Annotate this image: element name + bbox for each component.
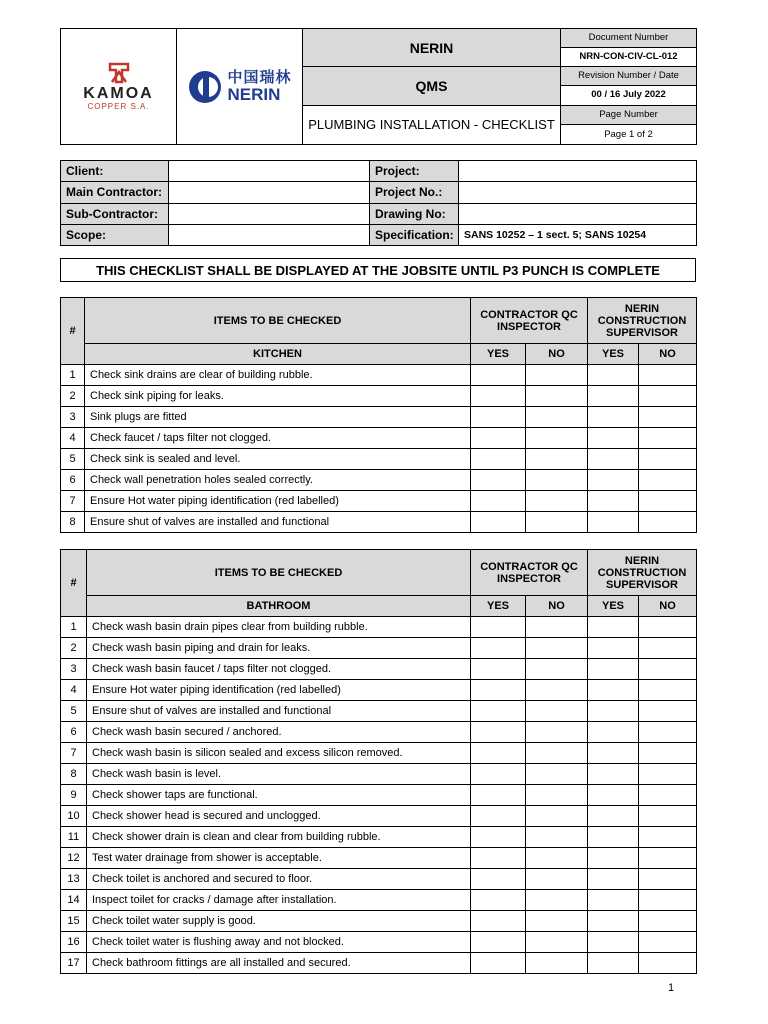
row-number: 9 — [61, 785, 87, 806]
contractor-yes-cell[interactable] — [471, 470, 526, 491]
client-field[interactable] — [169, 161, 370, 182]
checklist-item: Check wall penetration holes sealed correctly. — [85, 470, 471, 491]
main-contractor-label: Main Contractor: — [61, 182, 169, 203]
table-row — [61, 785, 697, 806]
contractor-yes-cell[interactable] — [471, 659, 526, 680]
project-label: Project: — [370, 161, 459, 182]
kamoa-name: KAMOA — [83, 84, 154, 102]
footer-page-number: 1 — [668, 982, 675, 994]
contractor-no-cell[interactable] — [526, 470, 588, 491]
row-number: 8 — [61, 512, 85, 533]
contractor-no-cell[interactable] — [526, 953, 588, 974]
contractor-yes-cell[interactable] — [471, 953, 526, 974]
nerin-no-cell[interactable] — [639, 848, 697, 869]
items-header: ITEMS TO BE CHECKED — [85, 298, 471, 344]
table-row — [61, 428, 697, 449]
nerin-yes-cell[interactable] — [588, 932, 639, 953]
nerin-no-header: NO — [639, 344, 697, 365]
contractor-no-cell[interactable] — [526, 890, 588, 911]
contractor-yes-cell[interactable] — [471, 449, 526, 470]
checklist-item: Check toilet water is flushing away and not blocked. — [87, 932, 471, 953]
contractor-no-cell[interactable] — [526, 365, 588, 386]
contractor-no-cell[interactable] — [526, 449, 588, 470]
contractor-header: CONTRACTOR QC INSPECTOR — [471, 550, 588, 596]
table-row — [61, 491, 697, 512]
contractor-no-cell[interactable] — [526, 743, 588, 764]
project-field[interactable] — [459, 161, 697, 182]
checklist-item: Inspect toilet for cracks / damage after installation. — [87, 890, 471, 911]
table-row — [61, 827, 697, 848]
sub-contractor-field[interactable] — [169, 203, 370, 224]
client-label: Client: — [61, 161, 169, 182]
drawing-no-field[interactable] — [459, 203, 697, 224]
project-no-label: Project No.: — [370, 182, 459, 203]
row-number: 3 — [61, 407, 85, 428]
table-row — [61, 869, 697, 890]
nerin-yes-cell[interactable] — [588, 764, 639, 785]
contractor-yes-header: YES — [471, 344, 526, 365]
bathroom-checklist-table — [60, 549, 697, 974]
page-number-label: Page Number — [561, 106, 696, 125]
checklist-item: Test water drainage from shower is acceptable. — [87, 848, 471, 869]
row-number: 6 — [61, 722, 87, 743]
checklist-item: Check sink is sealed and level. — [85, 449, 471, 470]
table-row — [61, 701, 697, 722]
checklist-item: Check sink drains are clear of building rubble. — [85, 365, 471, 386]
nerin-en-name: NERIN — [227, 85, 281, 104]
nerin-no-cell[interactable] — [639, 785, 697, 806]
nerin-no-cell[interactable] — [639, 743, 697, 764]
nerin-yes-cell[interactable] — [588, 428, 639, 449]
nerin-logo — [177, 29, 303, 145]
nerin-no-cell[interactable] — [639, 827, 697, 848]
contractor-no-cell[interactable] — [526, 386, 588, 407]
contractor-yes-cell[interactable] — [471, 386, 526, 407]
checklist-item: Check wash basin faucet / taps filter not clogged. — [87, 659, 471, 680]
table-row — [61, 911, 697, 932]
table-row — [61, 764, 697, 785]
nerin-header: NERIN CONSTRUCTION SUPERVISOR — [588, 298, 697, 344]
doc-number-cell — [561, 29, 697, 67]
checklist-item: Check wash basin is silicon sealed and excess silicon removed. — [87, 743, 471, 764]
nerin-yes-cell[interactable] — [588, 869, 639, 890]
checklist-item: Check wash basin piping and drain for leaks. — [87, 638, 471, 659]
contractor-yes-cell[interactable] — [471, 806, 526, 827]
contractor-no-cell[interactable] — [526, 659, 588, 680]
header-title-nerin: NERIN — [303, 29, 561, 67]
contractor-no-cell[interactable] — [526, 428, 588, 449]
nerin-no-header: NO — [639, 596, 697, 617]
nerin-no-cell[interactable] — [639, 407, 697, 428]
checklist-item: Check wash basin is level. — [87, 764, 471, 785]
row-number: 1 — [61, 365, 85, 386]
specification-label: Specification: — [370, 224, 459, 245]
nerin-no-cell[interactable] — [639, 428, 697, 449]
nerin-yes-cell[interactable] — [588, 386, 639, 407]
row-number: 8 — [61, 764, 87, 785]
nerin-yes-cell[interactable] — [588, 491, 639, 512]
nerin-no-cell[interactable] — [639, 911, 697, 932]
page-number-cell — [561, 105, 697, 144]
checklist-item: Check toilet is anchored and secured to floor. — [87, 869, 471, 890]
table-row — [61, 659, 697, 680]
row-number: 10 — [61, 806, 87, 827]
table-row — [61, 932, 697, 953]
contractor-yes-cell[interactable] — [471, 722, 526, 743]
main-contractor-field[interactable] — [169, 182, 370, 203]
row-number: 3 — [61, 659, 87, 680]
contractor-yes-cell[interactable] — [471, 764, 526, 785]
nerin-yes-cell[interactable] — [588, 701, 639, 722]
contractor-no-cell[interactable] — [526, 848, 588, 869]
table-row — [61, 806, 697, 827]
contractor-header: CONTRACTOR QC INSPECTOR — [471, 298, 588, 344]
checklist-item: Check shower head is secured and unclogged. — [87, 806, 471, 827]
table-row — [61, 449, 697, 470]
table-row — [61, 848, 697, 869]
row-number: 5 — [61, 449, 85, 470]
page-number-value: Page 1 of 2 — [604, 128, 653, 140]
contractor-no-cell[interactable] — [526, 407, 588, 428]
contractor-no-cell[interactable] — [526, 764, 588, 785]
kitchen-checklist-table — [60, 297, 697, 533]
table-row — [61, 512, 697, 533]
contractor-yes-cell[interactable] — [471, 638, 526, 659]
table-row — [61, 953, 697, 974]
nerin-no-cell[interactable] — [639, 722, 697, 743]
scope-field[interactable] — [169, 224, 370, 245]
contractor-yes-cell[interactable] — [471, 617, 526, 638]
nerin-yes-cell[interactable] — [588, 449, 639, 470]
nerin-no-cell[interactable] — [639, 869, 697, 890]
contractor-no-cell[interactable] — [526, 701, 588, 722]
specification-value: SANS 10252 – 1 sect. 5; SANS 10254 — [459, 224, 697, 245]
contractor-yes-header: YES — [471, 596, 526, 617]
row-number: 17 — [61, 953, 87, 974]
row-number: 2 — [61, 386, 85, 407]
checklist-item: Ensure shut of valves are installed and functional — [87, 701, 471, 722]
nerin-no-cell[interactable] — [639, 491, 697, 512]
contractor-yes-cell[interactable] — [471, 365, 526, 386]
nerin-no-cell[interactable] — [639, 659, 697, 680]
revision-label: Revision Number / Date — [561, 67, 696, 86]
contractor-no-cell[interactable] — [526, 932, 588, 953]
checklist-item: Ensure Hot water piping identification (red labelled) — [87, 680, 471, 701]
checklist-item: Check sink piping for leaks. — [85, 386, 471, 407]
header-title-checklist: PLUMBING INSTALLATION - CHECKLIST — [303, 105, 561, 144]
nerin-no-cell[interactable] — [639, 890, 697, 911]
table-row — [61, 470, 697, 491]
nerin-no-cell[interactable] — [639, 701, 697, 722]
nerin-yes-cell[interactable] — [588, 848, 639, 869]
nerin-no-cell[interactable] — [639, 617, 697, 638]
num-header: # — [61, 298, 85, 365]
row-number: 7 — [61, 491, 85, 512]
nerin-no-cell[interactable] — [639, 680, 697, 701]
kamoa-mark-icon — [106, 62, 132, 84]
nerin-no-cell[interactable] — [639, 449, 697, 470]
revision-value: 00 / 16 July 2022 — [591, 89, 666, 101]
table-row — [61, 743, 697, 764]
nerin-no-cell[interactable] — [639, 764, 697, 785]
contractor-no-cell[interactable] — [526, 617, 588, 638]
nerin-yes-cell[interactable] — [588, 365, 639, 386]
table-row — [61, 407, 697, 428]
nerin-yes-cell[interactable] — [588, 470, 639, 491]
contractor-no-header: NO — [526, 344, 588, 365]
nerin-no-cell[interactable] — [639, 932, 697, 953]
contractor-yes-cell[interactable] — [471, 512, 526, 533]
contractor-yes-cell[interactable] — [471, 911, 526, 932]
header-title-qms: QMS — [303, 67, 561, 105]
nerin-yes-cell[interactable] — [588, 890, 639, 911]
contractor-yes-cell[interactable] — [471, 428, 526, 449]
row-number: 7 — [61, 743, 87, 764]
nerin-yes-cell[interactable] — [588, 743, 639, 764]
jobsite-notice: THIS CHECKLIST SHALL BE DISPLAYED AT THE JOBSITE UNTIL P3 PUNCH IS COMPLETE — [60, 258, 696, 282]
contractor-no-cell[interactable] — [526, 722, 588, 743]
nerin-yes-cell[interactable] — [588, 911, 639, 932]
table-row — [61, 638, 697, 659]
contractor-no-cell[interactable] — [526, 806, 588, 827]
checklist-item: Ensure Hot water piping identification (red labelled) — [85, 491, 471, 512]
table-row — [61, 365, 697, 386]
row-number: 2 — [61, 638, 87, 659]
row-number: 12 — [61, 848, 87, 869]
table-row — [61, 617, 697, 638]
contractor-yes-cell[interactable] — [471, 701, 526, 722]
nerin-yes-cell[interactable] — [588, 806, 639, 827]
kamoa-sub: COPPER S.A. — [87, 101, 150, 111]
revision-cell — [561, 67, 697, 105]
doc-number-label: Document Number — [561, 29, 696, 48]
nerin-yes-cell[interactable] — [588, 722, 639, 743]
nerin-no-cell[interactable] — [639, 386, 697, 407]
contractor-yes-cell[interactable] — [471, 869, 526, 890]
nerin-yes-cell[interactable] — [588, 407, 639, 428]
checklist-item: Sink plugs are fitted — [85, 407, 471, 428]
items-header: ITEMS TO BE CHECKED — [87, 550, 471, 596]
row-number: 13 — [61, 869, 87, 890]
doc-number-value: NRN-CON-CIV-CL-012 — [579, 51, 678, 63]
checklist-item: Check shower taps are functional. — [87, 785, 471, 806]
table-row — [61, 386, 697, 407]
nerin-yes-cell[interactable] — [588, 953, 639, 974]
contractor-no-header: NO — [526, 596, 588, 617]
nerin-yes-cell[interactable] — [588, 785, 639, 806]
project-no-field[interactable] — [459, 182, 697, 203]
table-row — [61, 890, 697, 911]
checklist-item: Check bathroom fittings are all installed and secured. — [87, 953, 471, 974]
checklist-item: Check wash basin secured / anchored. — [87, 722, 471, 743]
row-number: 4 — [61, 680, 87, 701]
checklist-item: Check shower drain is clean and clear from building rubble. — [87, 827, 471, 848]
nerin-no-cell[interactable] — [639, 512, 697, 533]
project-info-table — [60, 160, 697, 246]
row-number: 6 — [61, 470, 85, 491]
nerin-yes-cell[interactable] — [588, 512, 639, 533]
bathroom-section-title: BATHROOM — [87, 596, 471, 617]
nerin-mark-icon — [187, 69, 223, 105]
row-number: 11 — [61, 827, 87, 848]
kamoa-logo — [61, 29, 177, 145]
contractor-yes-cell[interactable] — [471, 890, 526, 911]
nerin-no-cell[interactable] — [639, 806, 697, 827]
contractor-no-cell[interactable] — [526, 638, 588, 659]
nerin-yes-cell[interactable] — [588, 659, 639, 680]
drawing-no-label: Drawing No: — [370, 203, 459, 224]
contractor-no-cell[interactable] — [526, 680, 588, 701]
nerin-no-cell[interactable] — [639, 638, 697, 659]
row-number: 5 — [61, 701, 87, 722]
contractor-yes-cell[interactable] — [471, 743, 526, 764]
contractor-no-cell[interactable] — [526, 785, 588, 806]
contractor-no-cell[interactable] — [526, 512, 588, 533]
contractor-no-cell[interactable] — [526, 827, 588, 848]
nerin-yes-cell[interactable] — [588, 827, 639, 848]
contractor-yes-cell[interactable] — [471, 932, 526, 953]
row-number: 1 — [61, 617, 87, 638]
nerin-no-cell[interactable] — [639, 365, 697, 386]
contractor-yes-cell[interactable] — [471, 680, 526, 701]
row-number: 4 — [61, 428, 85, 449]
row-number: 14 — [61, 890, 87, 911]
contractor-yes-cell[interactable] — [471, 848, 526, 869]
row-number: 16 — [61, 932, 87, 953]
nerin-yes-cell[interactable] — [588, 617, 639, 638]
contractor-no-cell[interactable] — [526, 869, 588, 890]
checklist-item: Check faucet / taps filter not clogged. — [85, 428, 471, 449]
checklist-item: Check toilet water supply is good. — [87, 911, 471, 932]
sub-contractor-label: Sub-Contractor: — [61, 203, 169, 224]
nerin-yes-header: YES — [588, 596, 639, 617]
contractor-no-cell[interactable] — [526, 911, 588, 932]
table-row — [61, 680, 697, 701]
checklist-item: Ensure shut of valves are installed and functional — [85, 512, 471, 533]
nerin-header: NERIN CONSTRUCTION SUPERVISOR — [588, 550, 697, 596]
nerin-yes-cell[interactable] — [588, 680, 639, 701]
contractor-yes-cell[interactable] — [471, 827, 526, 848]
nerin-cn-name: 中国瑞林 — [227, 69, 292, 86]
contractor-no-cell[interactable] — [526, 491, 588, 512]
table-row — [61, 722, 697, 743]
nerin-yes-header: YES — [588, 344, 639, 365]
contractor-yes-cell[interactable] — [471, 407, 526, 428]
checklist-item: Check wash basin drain pipes clear from building rubble. — [87, 617, 471, 638]
document-header — [60, 28, 697, 145]
nerin-no-cell[interactable] — [639, 470, 697, 491]
nerin-no-cell[interactable] — [639, 953, 697, 974]
scope-label: Scope: — [61, 224, 169, 245]
kitchen-section-title: KITCHEN — [85, 344, 471, 365]
contractor-yes-cell[interactable] — [471, 785, 526, 806]
num-header: # — [61, 550, 87, 617]
contractor-yes-cell[interactable] — [471, 491, 526, 512]
nerin-yes-cell[interactable] — [588, 638, 639, 659]
row-number: 15 — [61, 911, 87, 932]
